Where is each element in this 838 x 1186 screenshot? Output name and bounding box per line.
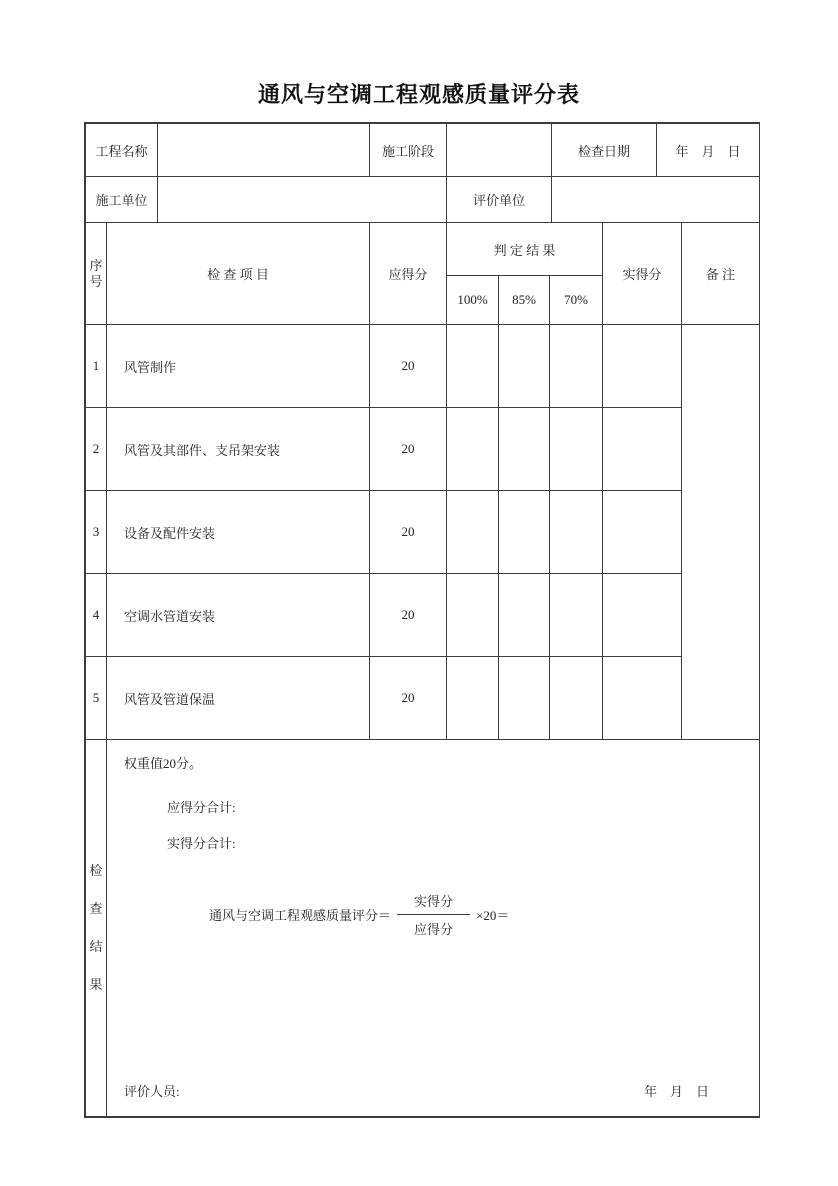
seq-cell: 4 xyxy=(86,574,107,657)
judge-100-cell xyxy=(447,657,499,740)
info-table xyxy=(85,123,760,223)
result-row xyxy=(86,740,760,1117)
evaluators-label: 评价人员: xyxy=(124,1084,180,1099)
col-header-deserved: 应得分 xyxy=(370,223,447,325)
actual-total-label: 实得分合计: xyxy=(167,836,236,851)
judge-85-cell xyxy=(499,408,550,491)
formula-suffix: ×20＝ xyxy=(476,908,510,923)
stage-value xyxy=(447,124,552,177)
formula-prefix: 通风与空调工程观感质量评分＝ xyxy=(209,908,392,923)
stage-label: 施工阶段 xyxy=(370,124,447,177)
project-name-label: 工程名称 xyxy=(86,124,158,177)
remark-merged-cell xyxy=(682,325,760,740)
check-date-value: 年 月 日 xyxy=(657,124,760,177)
score-formula xyxy=(209,889,759,940)
col-header-item: 检 查 项 目 xyxy=(107,223,370,325)
actual-cell xyxy=(603,491,682,574)
info-row-1 xyxy=(86,124,760,177)
judge-70-cell xyxy=(550,657,603,740)
actual-cell xyxy=(603,574,682,657)
deserved-cell: 20 xyxy=(370,491,447,574)
result-section-label: 检查结果 xyxy=(86,740,107,1117)
item-cell: 设备及配件安装 xyxy=(107,491,370,574)
info-row-2 xyxy=(86,177,760,223)
judge-70-cell xyxy=(550,408,603,491)
deserved-total-label: 应得分合计: xyxy=(167,800,236,815)
formula-fraction xyxy=(397,889,470,940)
deserved-cell: 20 xyxy=(370,657,447,740)
item-cell: 风管制作 xyxy=(107,325,370,408)
col-header-judge-group: 判 定 结 果 xyxy=(447,223,603,276)
form-sheet xyxy=(84,122,760,1118)
col-header-100: 100% xyxy=(447,276,499,325)
deserved-cell: 20 xyxy=(370,408,447,491)
deserved-cell: 20 xyxy=(370,574,447,657)
evaluate-unit-value xyxy=(552,177,760,223)
seq-cell: 3 xyxy=(86,491,107,574)
footer-date: 年 月 日 xyxy=(643,1084,709,1099)
judge-85-cell xyxy=(499,325,550,408)
col-header-seq: 序号 xyxy=(86,223,107,325)
item-cell: 空调水管道安装 xyxy=(107,574,370,657)
evaluate-unit-label: 评价单位 xyxy=(447,177,552,223)
table-row xyxy=(86,491,760,574)
actual-cell xyxy=(603,325,682,408)
judge-85-cell xyxy=(499,657,550,740)
page-title: 通风与空调工程观感质量评分表 xyxy=(257,82,580,107)
contractor-value xyxy=(158,177,447,223)
score-table xyxy=(85,222,760,740)
actual-cell xyxy=(603,657,682,740)
actual-cell xyxy=(603,408,682,491)
col-header-70: 70% xyxy=(550,276,603,325)
contractor-label: 施工单位 xyxy=(86,177,158,223)
weight-note: 权重值20分。 xyxy=(124,756,203,771)
seq-cell: 2 xyxy=(86,408,107,491)
judge-100-cell xyxy=(447,408,499,491)
col-header-actual: 实得分 xyxy=(603,223,682,325)
judge-100-cell xyxy=(447,491,499,574)
formula-denominator: 应得分 xyxy=(414,922,454,937)
item-cell: 风管及管道保温 xyxy=(107,657,370,740)
table-row xyxy=(86,657,760,740)
table-row xyxy=(86,574,760,657)
judge-70-cell xyxy=(550,491,603,574)
judge-70-cell xyxy=(550,574,603,657)
result-body xyxy=(107,740,760,1117)
deserved-cell: 20 xyxy=(370,325,447,408)
seq-cell: 1 xyxy=(86,325,107,408)
formula-numerator: 实得分 xyxy=(397,889,470,915)
judge-100-cell xyxy=(447,574,499,657)
table-row xyxy=(86,325,760,408)
item-cell: 风管及其部件、支吊架安装 xyxy=(107,408,370,491)
seq-cell: 5 xyxy=(86,657,107,740)
col-header-remark: 备 注 xyxy=(682,223,760,325)
col-header-85: 85% xyxy=(499,276,550,325)
table-row xyxy=(86,408,760,491)
project-name-value xyxy=(158,124,370,177)
result-section xyxy=(85,739,760,1117)
judge-85-cell xyxy=(499,574,550,657)
judge-85-cell xyxy=(499,491,550,574)
check-date-label: 检查日期 xyxy=(552,124,657,177)
score-header-row-1 xyxy=(86,223,760,276)
judge-70-cell xyxy=(550,325,603,408)
judge-100-cell xyxy=(447,325,499,408)
result-footer xyxy=(124,1081,709,1100)
